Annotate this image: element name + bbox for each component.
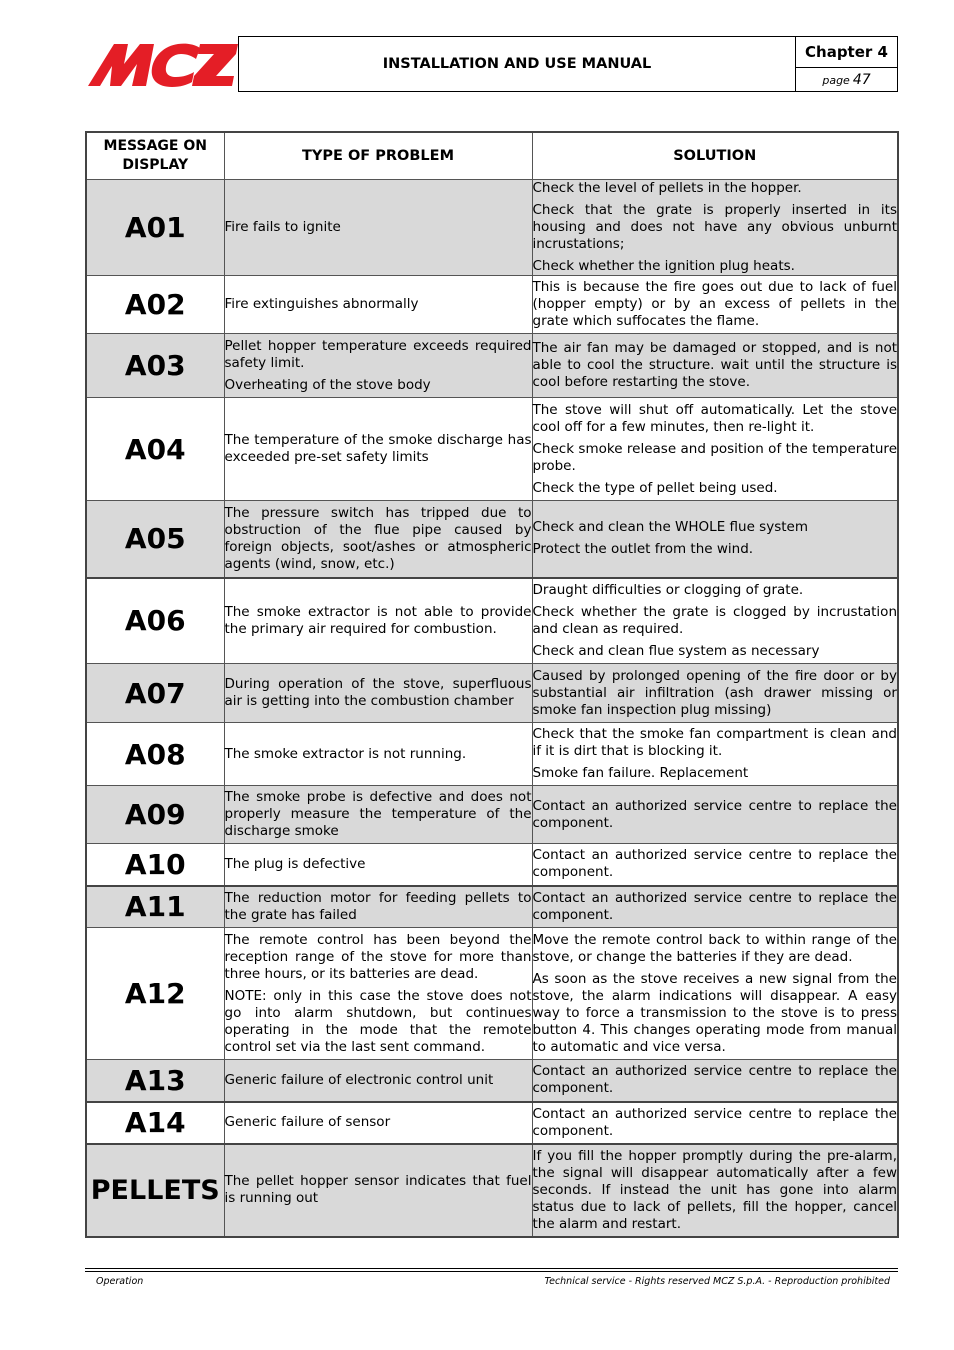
problem-text: Generic failure of electronic control unit	[224, 1071, 494, 1088]
solution-text: Check and clean flue system as necessary	[532, 642, 820, 659]
alarm-code: A07	[86, 664, 224, 723]
problem-text: The reduction motor for feeding pellets to the grate has failed	[224, 889, 532, 923]
solution-text: Check smoke release and position of the temperature probe.	[532, 440, 897, 474]
solution-text: Move the remote control back to within range of the stove, or change the batteries if they are dead.	[532, 931, 897, 965]
mcz-logo	[88, 40, 238, 88]
solution-text: As soon as the stove receives a new signal from the stove, the alarm indications will disappear. A easy way to force a transmission to the stove is to press button 4. This changes operating mode from manual to automatic and vice versa.	[532, 970, 897, 1055]
table-row	[86, 786, 898, 844]
solution-cell	[532, 1102, 898, 1144]
solution-text: Check that the grate is properly inserted in its housing and does not have any obvious unburnt incrustations;	[532, 202, 897, 252]
table-row	[86, 723, 898, 786]
problem-cell	[224, 664, 532, 723]
solution-cell	[532, 276, 898, 334]
alarm-table	[85, 131, 899, 1238]
solution-text: Smoke fan failure. Replacement	[532, 765, 749, 781]
table-row	[86, 578, 898, 664]
problem-text: During operation of the stove, superfluous air is getting into the combustion chamber	[224, 676, 532, 709]
problem-text: Fire fails to ignite	[224, 219, 341, 235]
solution-cell	[532, 398, 898, 501]
table-row	[86, 180, 898, 276]
problem-text: Generic failure of sensor	[224, 1114, 391, 1130]
header-problem: TYPE OF PROBLEM	[224, 132, 532, 180]
problem-cell	[224, 501, 532, 578]
page-label: page	[822, 73, 850, 87]
page-number: 47	[852, 72, 871, 88]
table-row	[86, 398, 898, 501]
problem-cell	[224, 1060, 532, 1102]
table-row	[86, 664, 898, 723]
solution-cell	[532, 886, 898, 928]
header-message: MESSAGE ON DISPLAY	[86, 132, 224, 180]
footer-rule	[85, 1271, 898, 1272]
solution-text: Caused by prolonged opening of the fire door or by substantial air infiltration (ash drawer missing or smoke fan inspection plug missing)	[532, 667, 897, 718]
table-row	[86, 1144, 898, 1237]
alarm-code: A14	[86, 1102, 224, 1144]
problem-cell	[224, 886, 532, 928]
problem-cell	[224, 786, 532, 844]
problem-cell	[224, 578, 532, 664]
chapter-label: Chapter 4	[796, 37, 897, 68]
page-indicator	[796, 68, 897, 92]
alarm-code: A04	[86, 398, 224, 501]
problem-cell	[224, 1102, 532, 1144]
table-row	[86, 844, 898, 886]
solution-text: Check whether the grate is clogged by incrustation and clean as required.	[532, 603, 897, 637]
solution-text: Contact an authorized service centre to replace the component.	[532, 1063, 897, 1097]
solution-cell	[532, 501, 898, 578]
problem-text: The plug is defective	[224, 855, 366, 872]
solution-text: Contact an authorized service centre to replace the component.	[532, 889, 897, 923]
problem-text: The smoke extractor is not running.	[224, 745, 467, 762]
solution-text: Check the type of pellet being used.	[532, 479, 778, 496]
problem-text: The smoke extractor is not able to provide the primary air required for combustion.	[224, 603, 532, 637]
alarm-code: A06	[86, 578, 224, 664]
problem-cell	[224, 334, 532, 398]
problem-cell	[224, 1144, 532, 1237]
problem-text: Pellet hopper temperature exceeds required safety limit.	[224, 337, 532, 371]
alarm-code: A10	[86, 844, 224, 886]
alarm-code: A13	[86, 1060, 224, 1102]
solution-cell	[532, 786, 898, 844]
solution-cell	[532, 334, 898, 398]
problem-cell	[224, 723, 532, 786]
problem-cell	[224, 844, 532, 886]
solution-text: Draught difficulties or clogging of grate.	[532, 581, 804, 598]
solution-text: The stove will shut off automatically. Let the stove cool off for a few minutes, then re-light it.	[532, 401, 897, 435]
solution-text: Check and clean the WHOLE flue system	[532, 519, 808, 536]
problem-cell	[224, 276, 532, 334]
problem-text: NOTE: only in this case the stove does not go into alarm shutdown, but continues operating in the mode that the remote control set via the last sent command.	[224, 987, 532, 1055]
problem-cell	[224, 180, 532, 276]
solution-cell	[532, 723, 898, 786]
alarm-code: A01	[86, 180, 224, 276]
solution-text: Contact an authorized service centre to replace the component.	[532, 1105, 897, 1139]
table-row	[86, 886, 898, 928]
chapter-box	[795, 36, 898, 92]
problem-text: Overheating of the stove body	[224, 376, 431, 393]
solution-text: The air fan may be damaged or stopped, and is not able to cool the structure. wait until the structure is cool before restarting the stove.	[532, 340, 897, 390]
header-solution: SOLUTION	[532, 132, 898, 180]
problem-text: The remote control has been beyond the reception range of the stove for more than three hours, or its batteries are dead.	[224, 931, 532, 982]
problem-text: Fire extinguishes abnormally	[224, 296, 419, 312]
solution-text: Contact an authorized service centre to replace the component.	[532, 797, 897, 831]
solution-text: Protect the outlet from the wind.	[532, 541, 754, 558]
solution-text: Check whether the ignition plug heats.	[532, 258, 795, 274]
solution-cell	[532, 928, 898, 1060]
table-row	[86, 501, 898, 578]
manual-title: INSTALLATION AND USE MANUAL	[238, 36, 796, 92]
solution-cell	[532, 1060, 898, 1102]
problem-text: The temperature of the smoke discharge has exceeded pre-set safety limits	[224, 432, 532, 465]
footer-rights: Technical service - Rights reserved MCZ S.p.A. - Reproduction prohibited	[544, 1276, 890, 1287]
table-header-row	[86, 132, 898, 180]
table-row	[86, 928, 898, 1060]
solution-cell	[532, 180, 898, 276]
solution-cell	[532, 844, 898, 886]
alarm-code: PELLETS	[86, 1144, 224, 1237]
problem-cell	[224, 928, 532, 1060]
problem-text: The pellet hopper sensor indicates that fuel is running out	[224, 1173, 532, 1206]
problem-text: The smoke probe is defective and does not properly measure the temperature of the discharge smoke	[224, 789, 532, 839]
problem-cell	[224, 398, 532, 501]
alarm-code: A02	[86, 276, 224, 334]
problem-text: The pressure switch has tripped due to obstruction of the flue pipe caused by foreign objects, soot/ashes or atmospheric agents (wind, snow, etc.)	[224, 504, 532, 572]
solution-text: If you fill the hopper promptly during the pre-alarm, the signal will disappear automatically after a few seconds. If instead the unit has gone into alarm status due to lack of pellets, fill the hopper, cancel the alarm and restart.	[532, 1147, 897, 1232]
solution-text: This is because the fire goes out due to lack of fuel (hopper empty) or by an excess of pellets in the grate which suffocates the flame.	[532, 279, 897, 329]
alarm-code: A03	[86, 334, 224, 398]
solution-text: Check the level of pellets in the hopper.	[532, 180, 802, 196]
table-row	[86, 1102, 898, 1144]
solution-cell	[532, 1144, 898, 1237]
footer-rule	[85, 1268, 898, 1269]
solution-text: Contact an authorized service centre to replace the component.	[532, 847, 897, 881]
solution-cell	[532, 664, 898, 723]
alarm-code: A09	[86, 786, 224, 844]
table-row	[86, 276, 898, 334]
table-row	[86, 1060, 898, 1102]
footer-section: Operation	[96, 1276, 144, 1287]
alarm-code: A11	[86, 886, 224, 928]
solution-text: Check that the smoke fan compartment is clean and if it is dirt that is blocking it.	[532, 726, 897, 759]
alarm-code: A12	[86, 928, 224, 1060]
alarm-code: A08	[86, 723, 224, 786]
solution-cell	[532, 578, 898, 664]
table-row	[86, 334, 898, 398]
alarm-code: A05	[86, 501, 224, 578]
